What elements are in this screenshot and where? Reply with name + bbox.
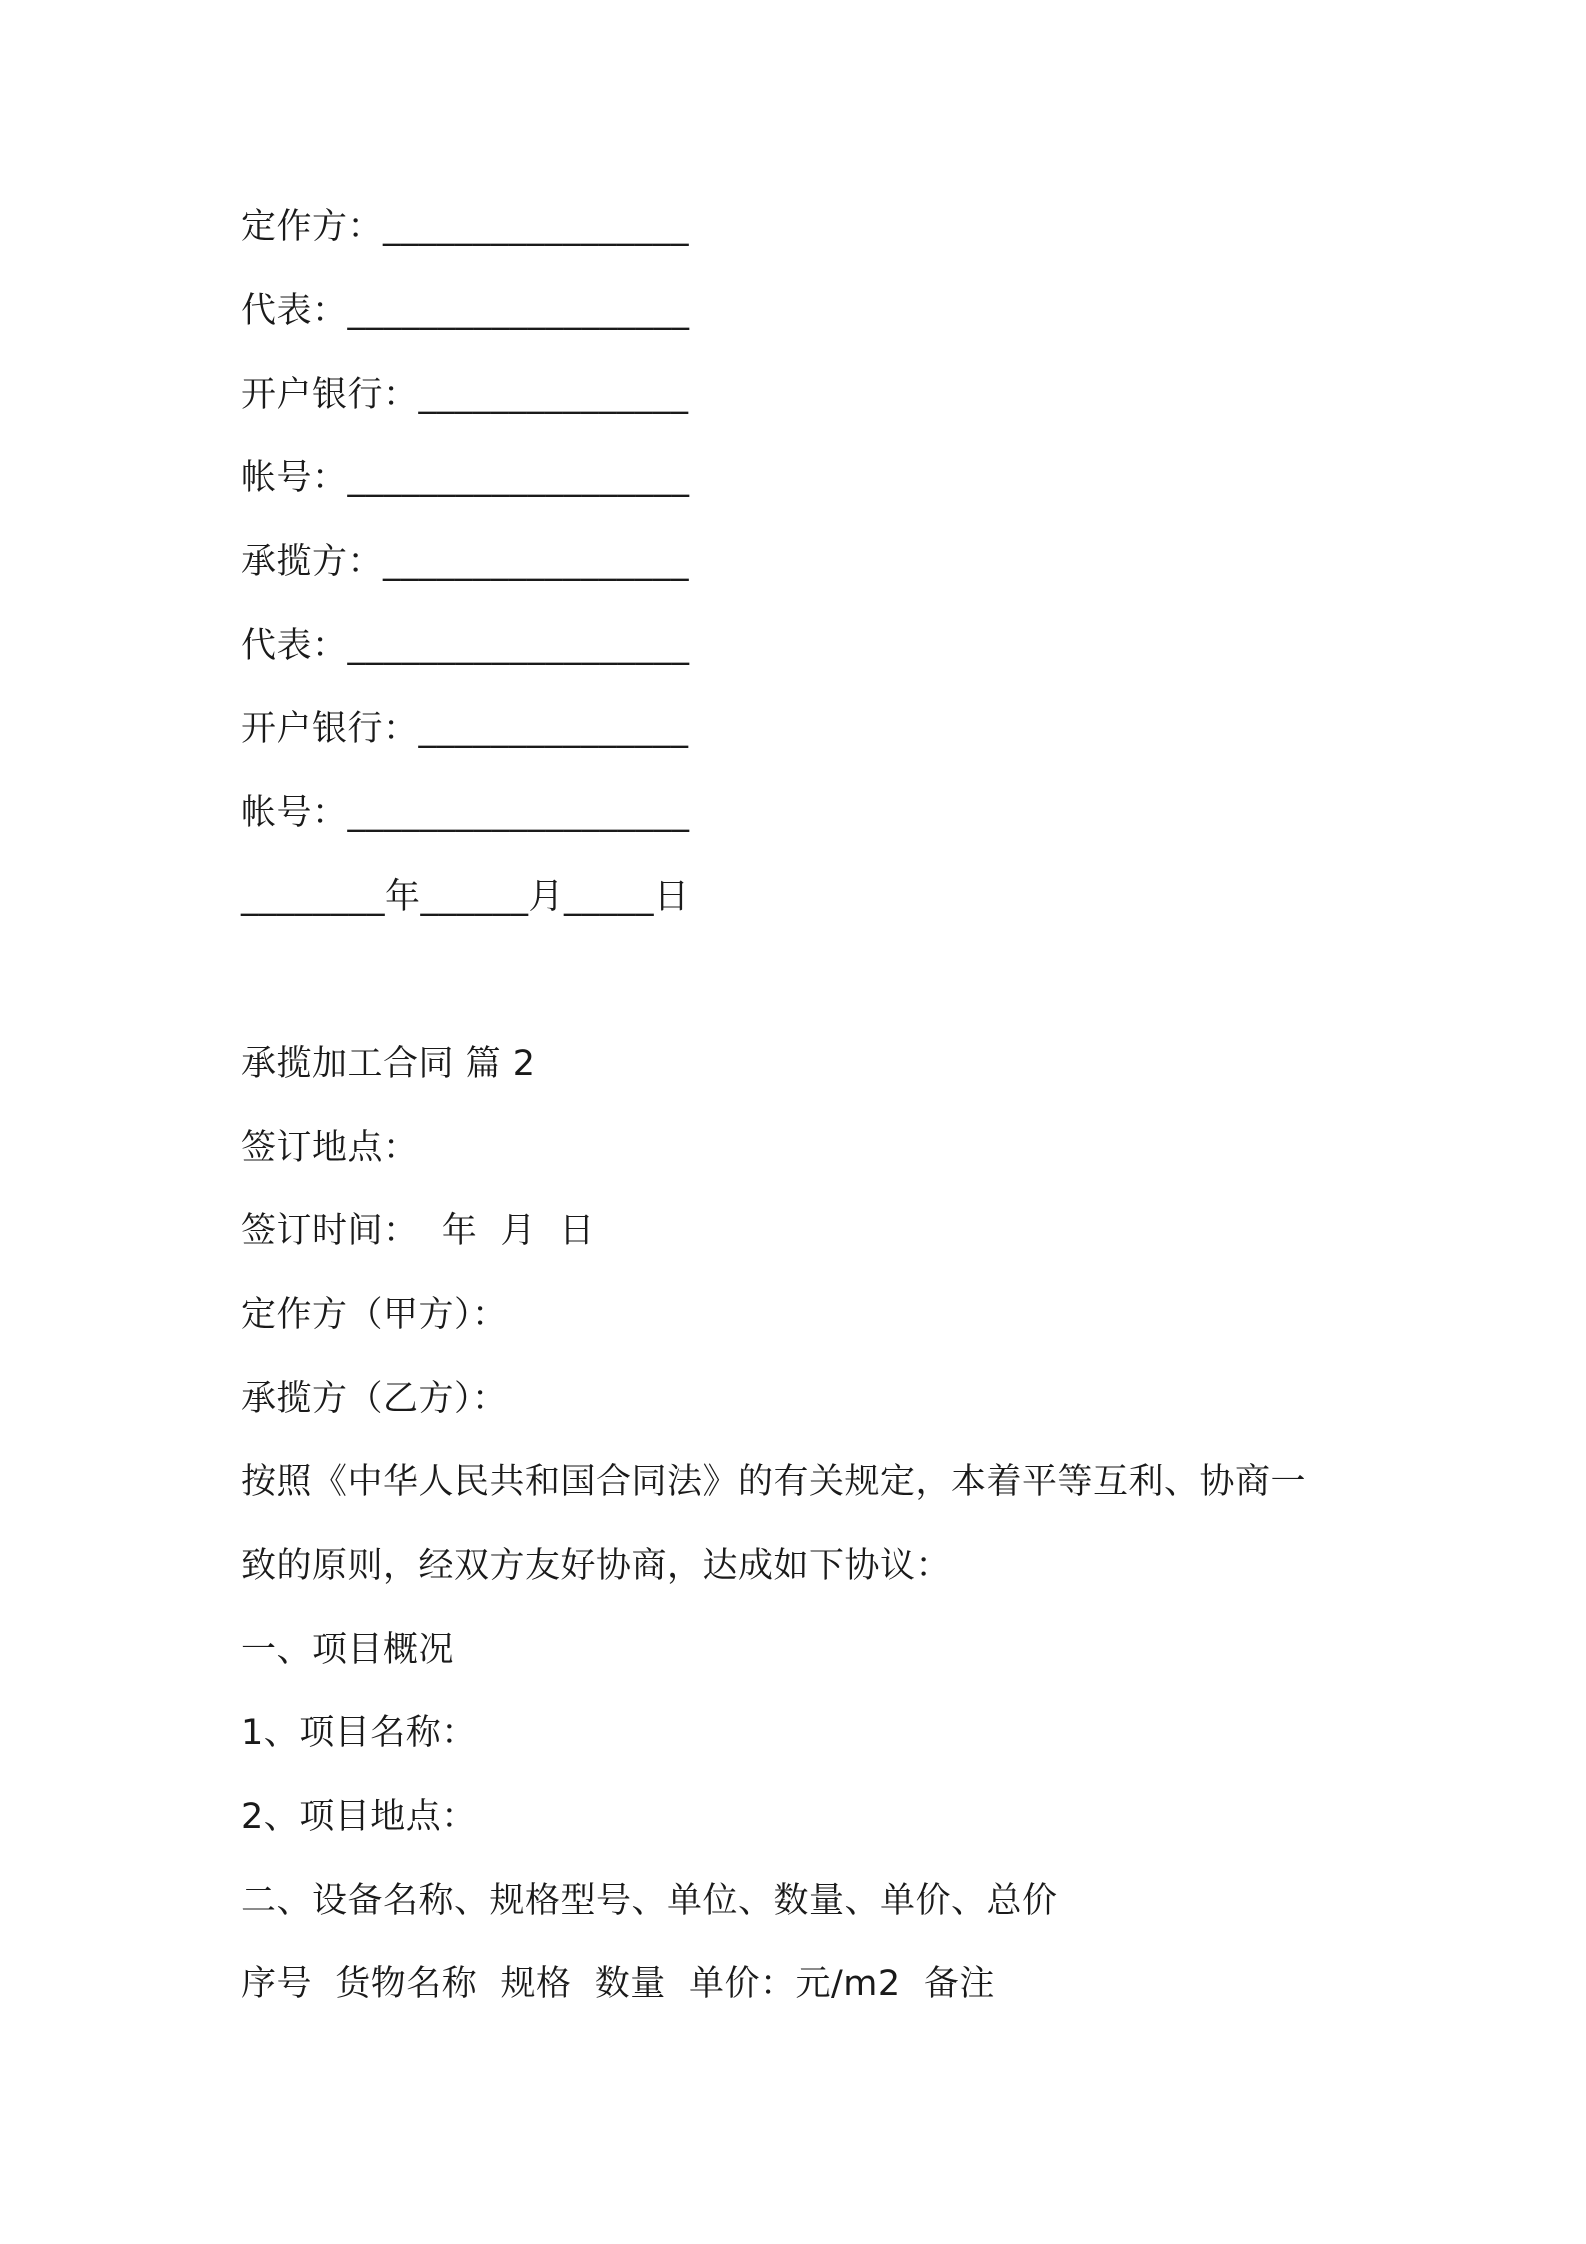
heading-project-overview: 一、项目概况 bbox=[241, 1630, 455, 1670]
field-orderer-account: 帐号：___________________ bbox=[241, 458, 690, 498]
field-contractor-representative: 代表：___________________ bbox=[241, 626, 690, 666]
field-contractor: 承揽方：_________________ bbox=[241, 542, 690, 582]
field-orderer: 定作方：_________________ bbox=[241, 207, 690, 247]
party-a: 定作方（甲方）： bbox=[241, 1295, 508, 1335]
table-header-row: 序号 货物名称 规格 数量 单价：元/m2 备注 bbox=[241, 1964, 995, 2004]
signing-location: 签订地点： bbox=[241, 1128, 419, 1168]
field-contractor-account: 帐号：___________________ bbox=[241, 793, 690, 833]
signing-time: 签订时间： 年 月 日 bbox=[241, 1211, 595, 1251]
field-orderer-bank: 开户银行：_______________ bbox=[241, 375, 689, 415]
preamble-line-2: 致的原则，经双方友好协商，达成如下协议： bbox=[241, 1546, 952, 1586]
party-b: 承揽方（乙方）： bbox=[241, 1379, 508, 1419]
project-name: 1、项目名称： bbox=[241, 1713, 477, 1753]
project-location: 2、项目地点： bbox=[241, 1797, 477, 1837]
section-title: 承揽加工合同 篇 2 bbox=[241, 1044, 536, 1084]
field-contractor-bank: 开户银行：_______________ bbox=[241, 709, 689, 749]
heading-equipment: 二、设备名称、规格型号、单位、数量、单价、总价 bbox=[241, 1881, 1058, 1921]
preamble-line-1: 按照《中华人民共和国合同法》的有关规定，本着平等互利、协商一 bbox=[241, 1462, 1307, 1502]
date-line: ________年______月_____日 bbox=[241, 877, 690, 917]
field-orderer-representative: 代表：___________________ bbox=[241, 291, 690, 331]
